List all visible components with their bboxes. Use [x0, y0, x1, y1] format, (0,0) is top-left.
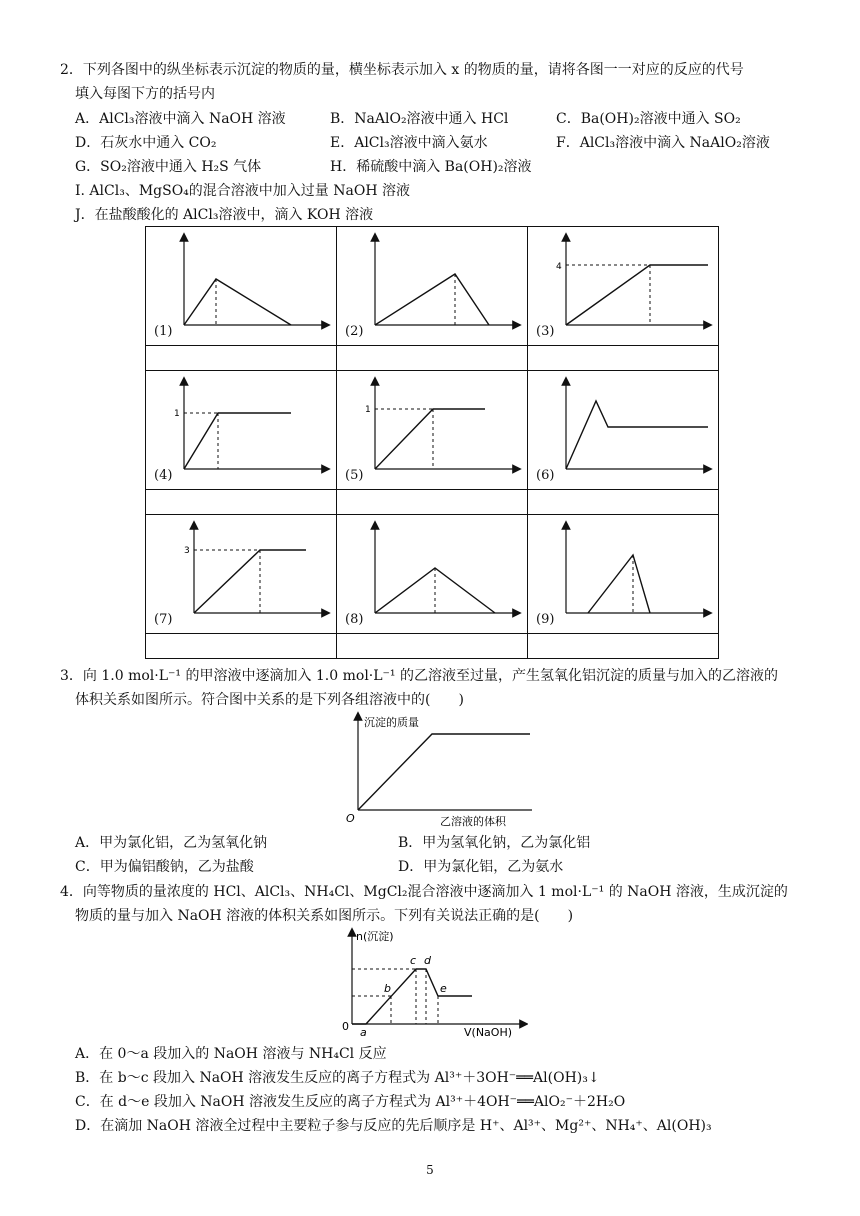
q2-option-h: H．稀硫酸中滴入 Ba(OH)₂溶液	[330, 159, 532, 175]
graph-1	[146, 227, 336, 345]
q4-option-a: A．在 0～a 段加入的 NaOH 溶液与 NH₄Cl 反应	[75, 1046, 387, 1062]
q2-option-a: A．AlCl₃溶液中滴入 NaOH 溶液	[75, 111, 286, 127]
q2-graph-table	[145, 226, 719, 659]
graph-label-6: (6)	[536, 468, 555, 483]
q2-stem-line2: 填入每图下方的括号内	[75, 86, 215, 102]
graph-label-1: (1)	[154, 324, 173, 339]
answer-cell-2[interactable]	[337, 346, 528, 371]
q4-point-e: e	[440, 982, 447, 995]
q3-figure	[340, 710, 540, 830]
q4-point-a: a	[360, 1026, 367, 1038]
graph-label-2: (2)	[345, 324, 364, 339]
graph-label-4: (4)	[154, 468, 173, 483]
graph-6	[528, 371, 718, 489]
graph-9	[528, 515, 718, 633]
q4-stem-line2: 物质的量与加入 NaOH 溶液的体积关系如图所示。下列有关说法正确的是( )	[75, 908, 574, 924]
q4-figure	[338, 926, 528, 1038]
graph-2	[337, 227, 527, 345]
graph-cell-6	[528, 371, 719, 490]
graph-8	[337, 515, 527, 633]
q4-point-d: d	[424, 954, 431, 967]
q4-option-c: C．在 d～e 段加入 NaOH 溶液发生反应的离子方程式为 Al³⁺＋4OH⁻══AlO₂⁻＋2H₂O	[75, 1094, 626, 1110]
q2-stem-line1: 2．下列各图中的纵坐标表示沉淀的物质的量，横坐标表示加入 x 的物质的量，请将各图一一对应的反应的代号	[60, 62, 744, 78]
graph-label-8: (8)	[345, 612, 364, 627]
q4-option-b: B．在 b～c 段加入 NaOH 溶液发生反应的离子方程式为 Al³⁺＋3OH⁻══Al(OH)₃↓	[75, 1070, 600, 1086]
q4-ylabel: n(沉淀)	[356, 930, 394, 943]
q3-stem-line2: 体积关系如图所示。符合图中关系的是下列各组溶液中的( )	[75, 692, 464, 708]
page-number: 5	[426, 1163, 434, 1177]
answer-cell-5[interactable]	[337, 490, 528, 515]
q2-option-c: C．Ba(OH)₂溶液中通入 SO₂	[556, 111, 741, 127]
q4-point-b: b	[384, 982, 391, 995]
graph-cell-1	[146, 227, 337, 346]
q2-option-f: F．AlCl₃溶液中滴入 NaAlO₂溶液	[556, 135, 770, 151]
q3-origin: O	[346, 812, 355, 825]
answer-cell-9[interactable]	[528, 634, 719, 659]
q4-stem-line1: 4．向等物质的量浓度的 HCl、AlCl₃、NH₄Cl、MgCl₂混合溶液中逐滴加入 1 mol·L⁻¹ 的 NaOH 溶液，生成沉淀的	[60, 884, 788, 900]
graph-cell-5	[337, 371, 528, 490]
q4-origin: 0	[342, 1020, 349, 1033]
graph-cell-8	[337, 515, 528, 634]
graph-label-3: (3)	[536, 324, 555, 339]
answer-cell-3[interactable]	[528, 346, 719, 371]
q3-option-a: A．甲为氯化铝，乙为氢氧化钠	[75, 835, 268, 851]
q2-option-g: G．SO₂溶液中通入 H₂S 气体	[75, 159, 262, 175]
graph-cell-9	[528, 515, 719, 634]
graph-4	[146, 371, 336, 489]
graph-5-ymark: 1	[365, 405, 371, 415]
graph-label-7: (7)	[154, 612, 173, 627]
q2-option-d: D．石灰水中通入 CO₂	[75, 135, 217, 151]
q4-point-c: c	[410, 954, 417, 967]
q4-xlabel: V(NaOH)	[464, 1026, 513, 1038]
q3-ylabel: 沉淀的质量	[364, 716, 419, 729]
graph-3	[528, 227, 718, 345]
graph-cell-4	[146, 371, 337, 490]
graph-cell-3	[528, 227, 719, 346]
q3-stem-line1: 3．向 1.0 mol·L⁻¹ 的甲溶液中逐滴加入 1.0 mol·L⁻¹ 的乙溶液至过量，产生氢氧化铝沉淀的质量与加入的乙溶液的	[60, 668, 778, 684]
q3-xlabel: 乙溶液的体积	[440, 815, 506, 828]
answer-cell-8[interactable]	[337, 634, 528, 659]
graph-label-5: (5)	[345, 468, 364, 483]
q4-option-d: D．在滴加 NaOH 溶液全过程中主要粒子参与反应的先后顺序是 H⁺、Al³⁺、Mg²⁺、NH₄⁺、Al(OH)₃	[75, 1118, 712, 1134]
q2-option-b: B．NaAlO₂溶液中通入 HCl	[330, 111, 509, 127]
graph-7-ymark: 3	[184, 546, 190, 556]
answer-cell-4[interactable]	[146, 490, 337, 515]
q3-option-b: B．甲为氢氧化钠，乙为氯化铝	[398, 835, 591, 851]
q2-option-j: J．在盐酸酸化的 AlCl₃溶液中，滴入 KOH 溶液	[75, 207, 374, 223]
q2-option-e: E．AlCl₃溶液中滴入氨水	[330, 135, 488, 151]
answer-cell-6[interactable]	[528, 490, 719, 515]
graph-3-ymark: 4	[556, 262, 562, 272]
graph-7	[146, 515, 336, 633]
graph-cell-7	[146, 515, 337, 634]
answer-cell-1[interactable]	[146, 346, 337, 371]
graph-cell-2	[337, 227, 528, 346]
graph-4-ymark: 1	[174, 409, 180, 419]
q2-option-i: I. AlCl₃、MgSO₄的混合溶液中加入过量 NaOH 溶液	[75, 183, 410, 199]
q3-option-d: D．甲为氯化铝，乙为氨水	[398, 859, 564, 875]
answer-cell-7[interactable]	[146, 634, 337, 659]
graph-label-9: (9)	[536, 612, 555, 627]
q3-option-c: C．甲为偏铝酸钠，乙为盐酸	[75, 859, 254, 875]
graph-5	[337, 371, 527, 489]
